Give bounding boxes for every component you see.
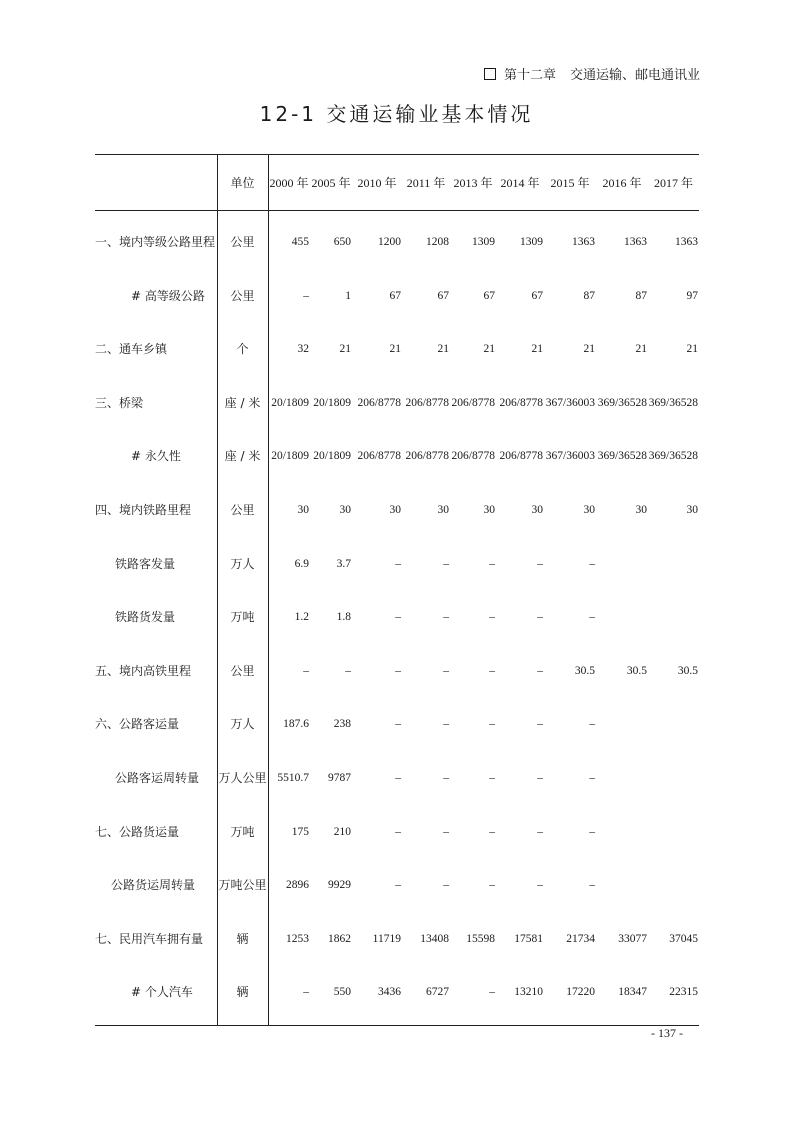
table-cell: 6.9 (294, 558, 309, 570)
table-cell: – (443, 718, 449, 730)
table-cell: 206/8778 (405, 397, 449, 409)
table-cell: – (443, 611, 449, 623)
table-cell: 1363 (624, 236, 647, 248)
table-cell: – (489, 611, 495, 623)
row-unit: 辆 (236, 985, 249, 999)
table-cell: 1.2 (294, 611, 309, 623)
row-label: 七、公路货运量 (95, 825, 180, 839)
table-cell: 9787 (328, 772, 351, 784)
table-cell: 18347 (618, 986, 647, 998)
table-cell: 206/8778 (357, 397, 401, 409)
table-cell: 175 (291, 826, 309, 838)
table-cell: – (589, 718, 595, 730)
table-cell: 1 (345, 290, 351, 302)
table-cell: – (395, 558, 401, 570)
table-cell: 5510.7 (277, 772, 309, 784)
name-column-divider (217, 155, 218, 1025)
table-cell: 206/8778 (451, 397, 495, 409)
row-unit: 万吨 (230, 825, 255, 839)
table-cell: 30.5 (677, 665, 698, 677)
year-header: 2011 年 (406, 176, 446, 190)
row-label: 公路货运周转量 (111, 878, 196, 892)
table-cell: 13210 (514, 986, 543, 998)
table-cell: 17581 (514, 933, 543, 945)
year-header: 2016 年 (602, 176, 642, 190)
table-cell: 33077 (618, 933, 647, 945)
row-unit: 公里 (230, 289, 255, 303)
table-cell: – (489, 986, 495, 998)
table-cell: 30 (686, 504, 698, 516)
table-cell: 206/8778 (405, 450, 449, 462)
table-cell: 87 (635, 290, 647, 302)
square-box-icon (484, 68, 496, 80)
table-cell: – (395, 718, 401, 730)
year-header: 2014 年 (500, 176, 540, 190)
row-unit: 万人 (230, 717, 255, 731)
table-cell: 455 (291, 236, 309, 248)
table-cell: 1.8 (336, 611, 351, 623)
running-head (484, 64, 700, 83)
table-cell: 206/8778 (451, 450, 495, 462)
table-cell: 30.5 (626, 665, 647, 677)
table-cell: 3.7 (336, 558, 351, 570)
row-unit: 公里 (230, 235, 255, 249)
header-rule (95, 210, 699, 211)
row-unit: 座 / 米 (224, 449, 261, 463)
table-cell: – (537, 611, 543, 623)
table-cell: – (345, 665, 351, 677)
data-table (95, 154, 699, 1026)
table-cell: – (589, 558, 595, 570)
table-cell: 30 (583, 504, 595, 516)
table-cell: 206/8778 (499, 397, 543, 409)
table-cell: 37045 (669, 933, 698, 945)
table-cell: 1200 (378, 236, 401, 248)
table-cell: – (489, 772, 495, 784)
row-unit: 公里 (230, 503, 255, 517)
table-cell: – (489, 558, 495, 570)
row-label: 六、公路客运量 (95, 717, 180, 731)
row-unit: 万人公里 (218, 771, 267, 785)
table-cell: 22315 (669, 986, 698, 998)
table-cell: 21 (483, 343, 495, 355)
row-label: 二、通车乡镇 (95, 342, 168, 356)
row-unit: 公里 (230, 664, 255, 678)
row-label: 铁路客发量 (115, 557, 176, 571)
year-header: 2010 年 (357, 176, 397, 190)
unit-header: 单位 (230, 176, 255, 190)
table-cell: 21 (437, 343, 449, 355)
table-cell: 21 (686, 343, 698, 355)
table-cell: 367/36003 (545, 450, 595, 462)
table-cell: 369/36528 (648, 450, 698, 462)
row-label: 五、境内高铁里程 (95, 664, 192, 678)
table-cell: – (395, 826, 401, 838)
table-cell: 67 (389, 290, 401, 302)
row-unit: 万吨 (230, 610, 255, 624)
table-cell: 30 (437, 504, 449, 516)
table-cell: 21734 (566, 933, 595, 945)
table-cell: – (537, 879, 543, 891)
row-label: # 高等级公路 (131, 289, 205, 303)
table-cell: – (443, 879, 449, 891)
table-cell: 1862 (328, 933, 351, 945)
table-cell: – (537, 826, 543, 838)
year-header: 2000 年 (269, 176, 309, 190)
table-cell: 650 (333, 236, 351, 248)
table-cell: 30 (531, 504, 543, 516)
table-cell: 67 (483, 290, 495, 302)
table-cell: – (443, 665, 449, 677)
table-cell: 369/36528 (597, 450, 647, 462)
table-cell: 13408 (420, 933, 449, 945)
table-cell: 367/36003 (545, 397, 595, 409)
table-cell: – (537, 772, 543, 784)
table-cell: – (589, 879, 595, 891)
table-cell: 206/8778 (499, 450, 543, 462)
chapter-label: 第十二章 (503, 68, 556, 83)
year-header: 2013 年 (453, 176, 493, 190)
table-cell: – (589, 826, 595, 838)
row-unit: 个 (236, 342, 249, 356)
table-cell: 1309 (520, 236, 543, 248)
table-cell: – (303, 665, 309, 677)
table-cell: 20/1809 (271, 450, 309, 462)
table-cell: 30 (483, 504, 495, 516)
table-cell: 2896 (286, 879, 309, 891)
table-cell: 3436 (378, 986, 401, 998)
table-cell: 67 (437, 290, 449, 302)
table-cell: – (589, 772, 595, 784)
table-cell: 30 (389, 504, 401, 516)
table-cell: – (537, 665, 543, 677)
table-cell: 20/1809 (313, 397, 351, 409)
table-cell: 1208 (426, 236, 449, 248)
table-cell: 6727 (426, 986, 449, 998)
table-cell: – (489, 718, 495, 730)
table-cell: – (303, 290, 309, 302)
table-cell: – (443, 772, 449, 784)
table-cell: 32 (297, 343, 309, 355)
table-cell: 21 (583, 343, 595, 355)
row-label: 四、境内铁路里程 (95, 503, 192, 517)
row-unit: 辆 (236, 932, 249, 946)
table-cell: 187.6 (283, 718, 309, 730)
row-label: 铁路货发量 (115, 610, 176, 624)
table-cell: 15598 (466, 933, 495, 945)
row-label: 公路客运周转量 (115, 771, 200, 785)
table-cell: – (395, 665, 401, 677)
table-cell: 17220 (566, 986, 595, 998)
table-cell: 97 (686, 290, 698, 302)
table-cell: 30.5 (574, 665, 595, 677)
table-cell: – (489, 826, 495, 838)
table-cell: 1309 (472, 236, 495, 248)
page-number: - 137 - (651, 1026, 683, 1040)
unit-column-divider (268, 155, 269, 1025)
table-cell: 369/36528 (597, 397, 647, 409)
table-cell: 11719 (372, 933, 401, 945)
table-cell: 20/1809 (313, 450, 351, 462)
year-header: 2005 年 (311, 176, 351, 190)
table-cell: 21 (389, 343, 401, 355)
table-cell: – (589, 611, 595, 623)
table-cell: 21 (531, 343, 543, 355)
table-cell: 67 (531, 290, 543, 302)
table-cell: 1363 (572, 236, 595, 248)
table-cell: – (489, 665, 495, 677)
table-cell: 30 (635, 504, 647, 516)
row-label: # 永久性 (131, 449, 181, 463)
table-cell: 206/8778 (357, 450, 401, 462)
row-unit: 万吨公里 (218, 878, 267, 892)
table-cell: 21 (635, 343, 647, 355)
table-cell: – (395, 879, 401, 891)
table-cell: 1363 (675, 236, 698, 248)
table-cell: – (443, 558, 449, 570)
row-label: 七、民用汽车拥有量 (95, 932, 204, 946)
year-header: 2015 年 (550, 176, 590, 190)
table-cell: 369/36528 (648, 397, 698, 409)
table-cell: – (395, 772, 401, 784)
table-cell: – (303, 986, 309, 998)
row-label: # 个人汽车 (131, 985, 193, 999)
table-cell: – (395, 611, 401, 623)
table-cell: – (443, 826, 449, 838)
row-unit: 座 / 米 (224, 396, 261, 410)
table-cell: 9929 (328, 879, 351, 891)
table-cell: – (537, 718, 543, 730)
page-title: 12-1 交通运输业基本情况 (259, 102, 534, 126)
year-header: 2017 年 (653, 176, 693, 190)
row-label: 一、境内等级公路里程 (95, 235, 216, 249)
table-cell: 30 (297, 504, 309, 516)
table-cell: 238 (333, 718, 351, 730)
table-cell: 30 (339, 504, 351, 516)
row-label: 三、桥梁 (95, 396, 144, 410)
table-cell: 210 (333, 826, 351, 838)
table-cell: 1253 (286, 933, 309, 945)
table-cell: 20/1809 (271, 397, 309, 409)
section-label: 交通运输、邮电通讯业 (569, 68, 700, 83)
table-cell: 87 (583, 290, 595, 302)
table-cell: – (537, 558, 543, 570)
table-cell: – (489, 879, 495, 891)
table-cell: 550 (333, 986, 351, 998)
table-cell: 21 (339, 343, 351, 355)
row-unit: 万人 (230, 557, 255, 571)
